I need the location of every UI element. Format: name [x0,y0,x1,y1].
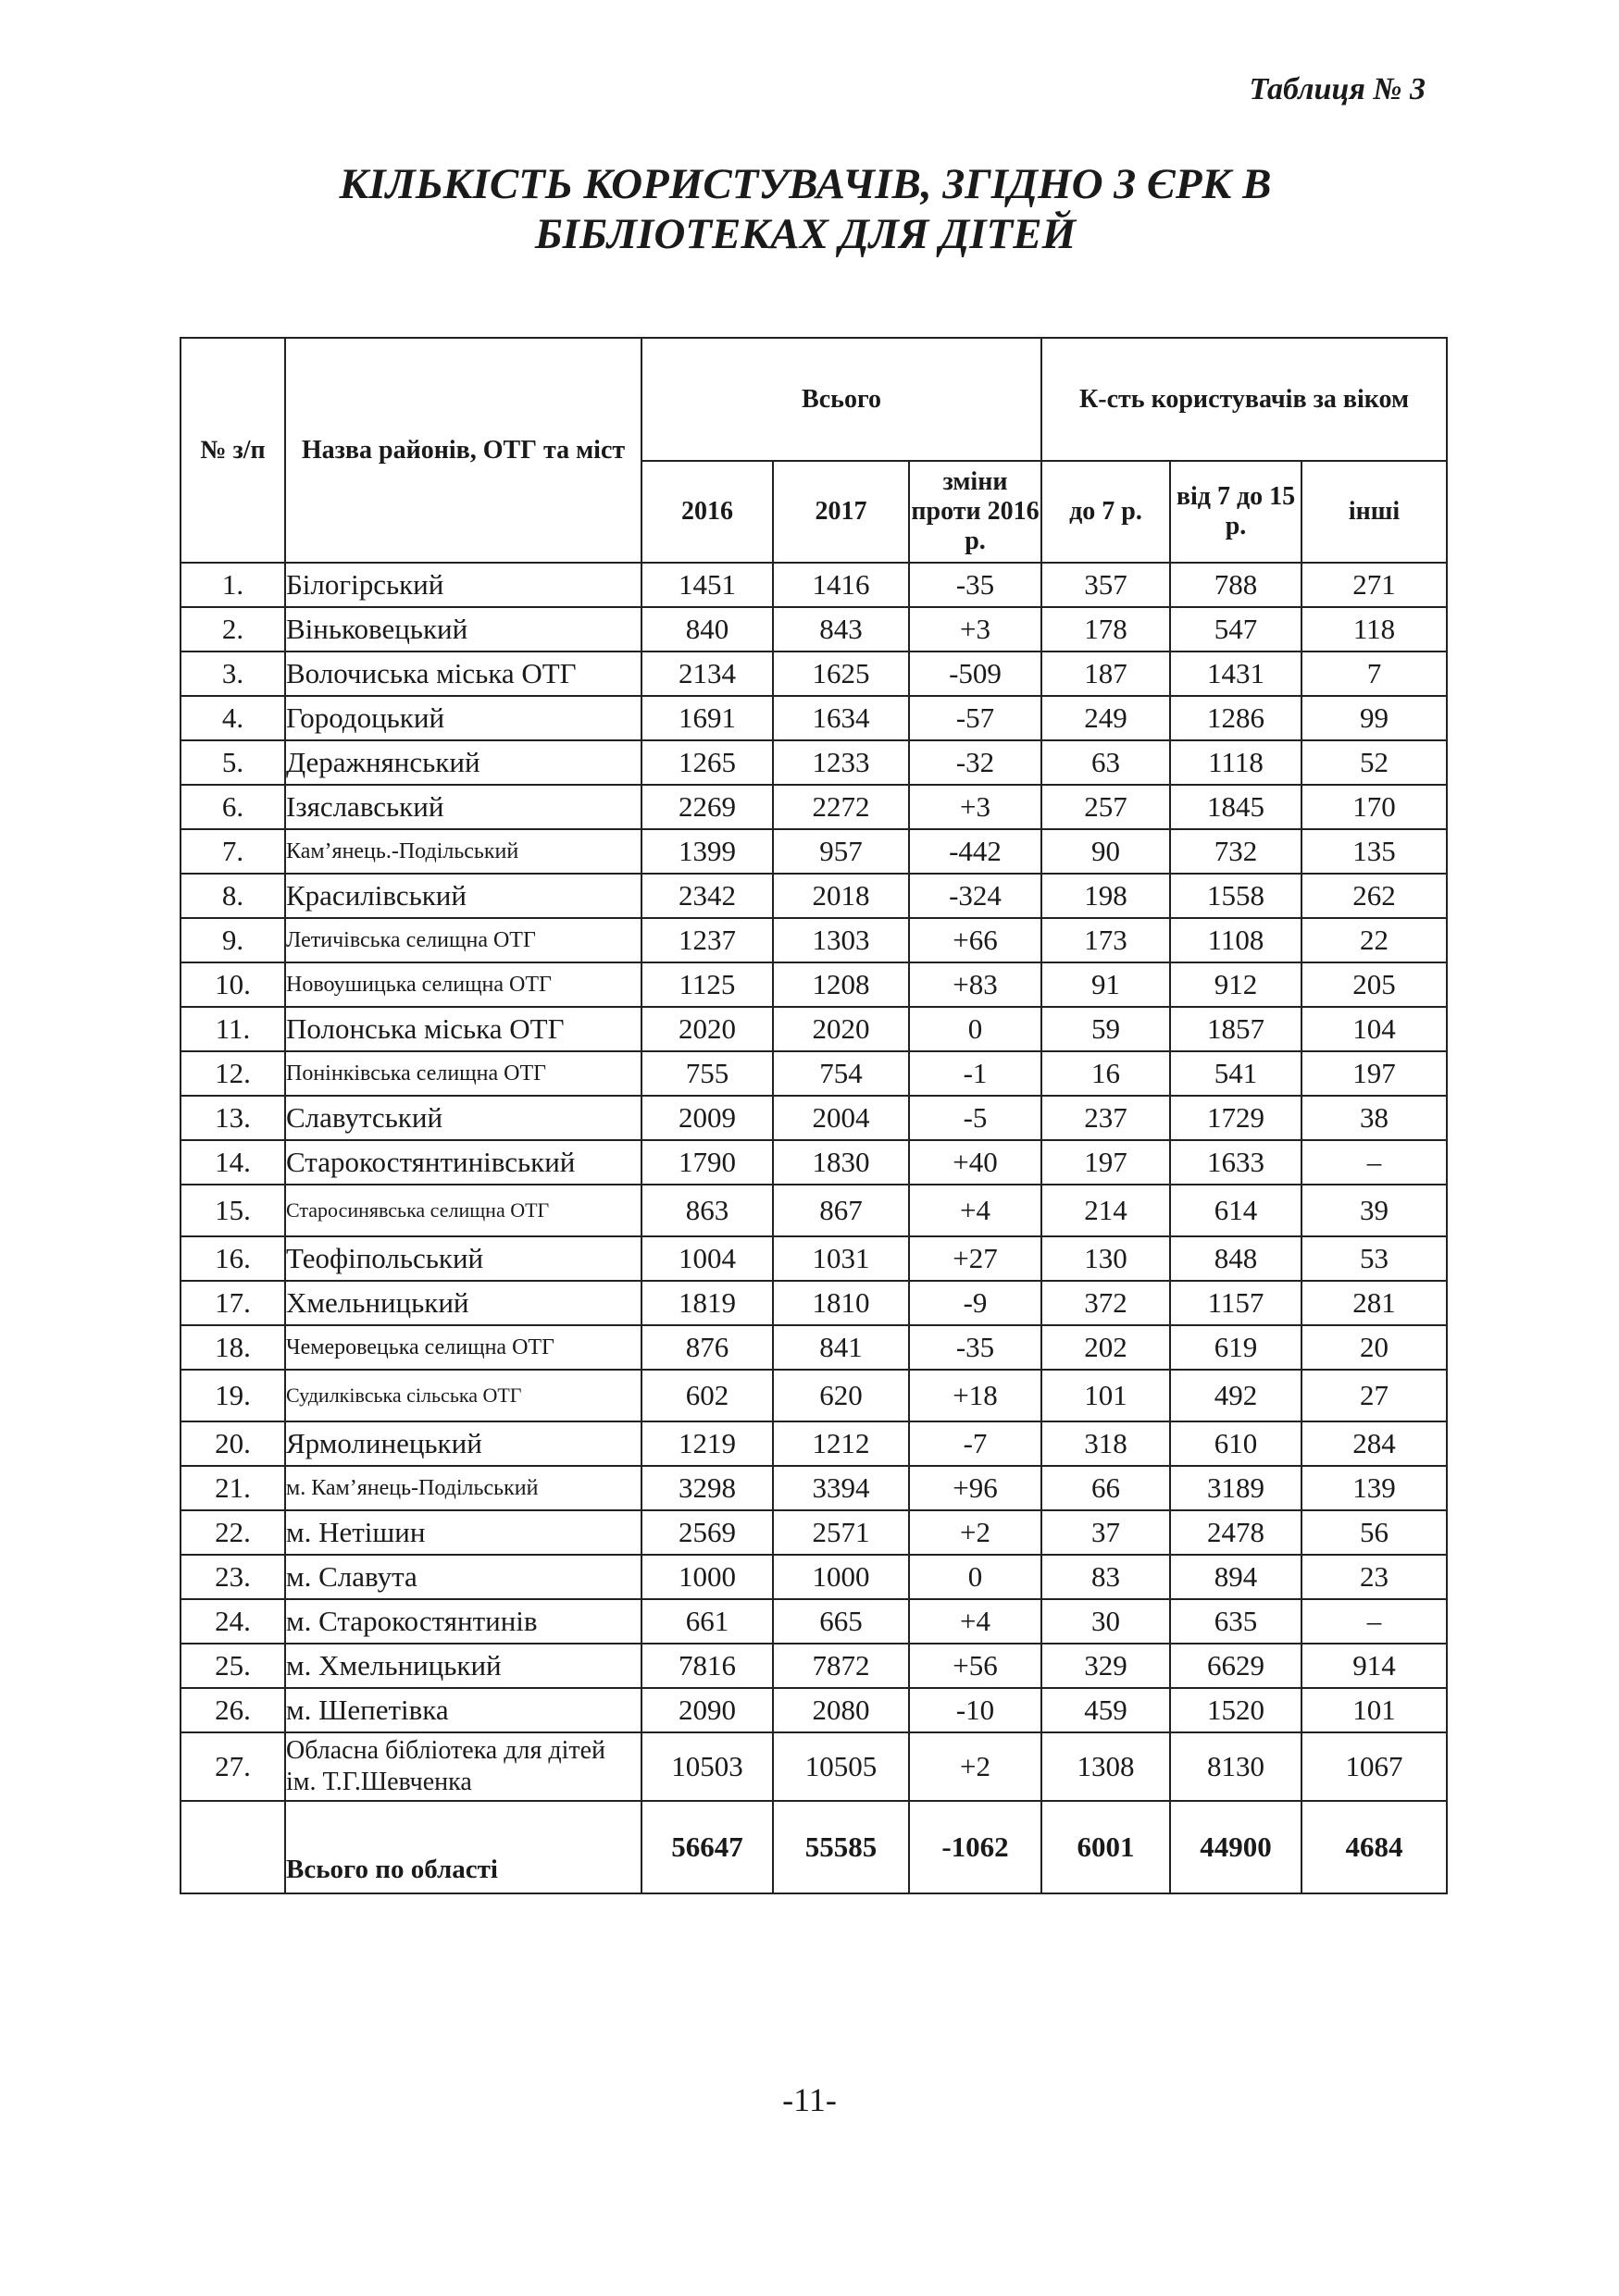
cell-change: -35 [909,563,1041,607]
cell-other: 99 [1301,696,1447,740]
table-row [181,1051,1447,1096]
cell-7-to-15: 1431 [1170,652,1301,696]
row-name: Летичівська селищна ОТГ [285,918,641,962]
cell-change: +83 [909,962,1041,1007]
row-number: 5. [181,740,285,785]
cell-2016: 1399 [641,829,773,874]
header-total: Всього [641,338,1041,461]
cell-2016: 2009 [641,1096,773,1140]
cell-2017: 843 [773,607,909,652]
cell-2016: 661 [641,1599,773,1644]
cell-7-to-15: 912 [1170,962,1301,1007]
row-number: 25. [181,1644,285,1688]
cell-other: 101 [1301,1688,1447,1732]
row-number: 9. [181,918,285,962]
cell-7-to-15: 541 [1170,1051,1301,1096]
cell-other: – [1301,1599,1447,1644]
cell-change: -9 [909,1281,1041,1325]
row-name: Волочиська міська ОТГ [285,652,641,696]
row-name: Полонська міська ОТГ [285,1007,641,1051]
total-change: -1062 [909,1801,1041,1893]
cell-2016: 863 [641,1185,773,1236]
cell-2016: 2020 [641,1007,773,1051]
cell-change: +2 [909,1510,1041,1555]
row-number: 3. [181,652,285,696]
cell-7-to-15: 3189 [1170,1466,1301,1510]
total-7-to-15: 44900 [1170,1801,1301,1893]
table-row [181,1510,1447,1555]
row-number: 23. [181,1555,285,1599]
row-number: 6. [181,785,285,829]
row-name: м. Нетішин [285,1510,641,1555]
cell-2016: 1219 [641,1421,773,1466]
row-name: Старокостянтинівський [285,1140,641,1185]
cell-2017: 2080 [773,1688,909,1732]
cell-7-to-15: 1286 [1170,696,1301,740]
row-number: 7. [181,829,285,874]
row-name: м. Старокостянтинів [285,1599,641,1644]
cell-change: -35 [909,1325,1041,1370]
cell-7-to-15: 1520 [1170,1688,1301,1732]
cell-under-7: 63 [1041,740,1170,785]
cell-other: 1067 [1301,1732,1447,1801]
cell-under-7: 83 [1041,1555,1170,1599]
table-row [181,1325,1447,1370]
row-number: 12. [181,1051,285,1096]
cell-other: 53 [1301,1236,1447,1281]
cell-7-to-15: 894 [1170,1555,1301,1599]
cell-7-to-15: 547 [1170,607,1301,652]
cell-2017: 1031 [773,1236,909,1281]
row-number: 20. [181,1421,285,1466]
cell-2016: 1004 [641,1236,773,1281]
cell-2016: 2134 [641,652,773,696]
header-other: інші [1301,461,1447,563]
cell-other: 104 [1301,1007,1447,1051]
cell-under-7: 66 [1041,1466,1170,1510]
cell-2017: 957 [773,829,909,874]
cell-change: +40 [909,1140,1041,1185]
header-change: зміни проти 2016 р. [909,461,1041,563]
cell-under-7: 178 [1041,607,1170,652]
cell-under-7: 30 [1041,1599,1170,1644]
cell-7-to-15: 614 [1170,1185,1301,1236]
row-number: 13. [181,1096,285,1140]
cell-7-to-15: 610 [1170,1421,1301,1466]
cell-2016: 2569 [641,1510,773,1555]
row-name: м. Славута [285,1555,641,1599]
cell-change: +66 [909,918,1041,962]
table-row [181,1185,1447,1236]
cell-7-to-15: 492 [1170,1370,1301,1421]
cell-under-7: 198 [1041,874,1170,918]
table-row [181,1007,1447,1051]
cell-change: -57 [909,696,1041,740]
cell-2017: 1830 [773,1140,909,1185]
cell-other: 271 [1301,563,1447,607]
total-2017: 55585 [773,1801,909,1893]
cell-7-to-15: 788 [1170,563,1301,607]
cell-under-7: 91 [1041,962,1170,1007]
header-7-to-15: від 7 до 15 р. [1170,461,1301,563]
cell-other: 281 [1301,1281,1447,1325]
cell-under-7: 16 [1041,1051,1170,1096]
row-name: Чемеровецька селищна ОТГ [285,1325,641,1370]
cell-change: +3 [909,785,1041,829]
row-name: Обласна бібліотека для дітей ім. Т.Г.Шевченка [285,1732,641,1801]
header-2017: 2017 [773,461,909,563]
cell-2016: 1265 [641,740,773,785]
row-number: 19. [181,1370,285,1421]
cell-other: 20 [1301,1325,1447,1370]
table-row [181,1599,1447,1644]
cell-change: -5 [909,1096,1041,1140]
cell-2016: 1125 [641,962,773,1007]
row-number: 15. [181,1185,285,1236]
row-name: м. Хмельницький [285,1644,641,1688]
cell-under-7: 357 [1041,563,1170,607]
row-number: 2. [181,607,285,652]
row-number: 27. [181,1732,285,1801]
cell-change: -509 [909,652,1041,696]
row-name: Старосинявська селищна ОТГ [285,1185,641,1236]
library-users-table [180,337,1448,1894]
total-number-cell [181,1801,285,1893]
cell-2016: 1451 [641,563,773,607]
cell-2017: 867 [773,1185,909,1236]
cell-7-to-15: 1633 [1170,1140,1301,1185]
cell-change: +27 [909,1236,1041,1281]
cell-change: -1 [909,1051,1041,1096]
cell-2017: 841 [773,1325,909,1370]
row-name: Кам’янець.-Подільський [285,829,641,874]
row-number: 8. [181,874,285,918]
cell-2017: 2020 [773,1007,909,1051]
cell-2017: 7872 [773,1644,909,1688]
cell-other: 914 [1301,1644,1447,1688]
row-number: 1. [181,563,285,607]
cell-other: 135 [1301,829,1447,874]
table-row [181,563,1447,607]
table-row [181,740,1447,785]
row-name: Теофіпольський [285,1236,641,1281]
cell-7-to-15: 8130 [1170,1732,1301,1801]
row-number: 16. [181,1236,285,1281]
cell-under-7: 90 [1041,829,1170,874]
table-row [181,696,1447,740]
cell-7-to-15: 2478 [1170,1510,1301,1555]
cell-2016: 3298 [641,1466,773,1510]
cell-7-to-15: 1157 [1170,1281,1301,1325]
cell-change: 0 [909,1007,1041,1051]
cell-2017: 2004 [773,1096,909,1140]
cell-under-7: 187 [1041,652,1170,696]
header-under-7: до 7 р. [1041,461,1170,563]
cell-2017: 754 [773,1051,909,1096]
cell-change: -7 [909,1421,1041,1466]
cell-2016: 840 [641,607,773,652]
cell-other: 39 [1301,1185,1447,1236]
total-under-7: 6001 [1041,1801,1170,1893]
row-number: 4. [181,696,285,740]
row-name: Новоушицька селищна ОТГ [285,962,641,1007]
table-row [181,1732,1447,1801]
cell-under-7: 249 [1041,696,1170,740]
cell-other: – [1301,1140,1447,1185]
cell-2017: 1233 [773,740,909,785]
cell-change: -32 [909,740,1041,785]
cell-change: -10 [909,1688,1041,1732]
cell-7-to-15: 732 [1170,829,1301,874]
row-name: Славутський [285,1096,641,1140]
cell-2016: 1000 [641,1555,773,1599]
cell-other: 23 [1301,1555,1447,1599]
cell-7-to-15: 1558 [1170,874,1301,918]
row-number: 11. [181,1007,285,1051]
cell-change: +56 [909,1644,1041,1688]
cell-7-to-15: 1118 [1170,740,1301,785]
cell-change: -442 [909,829,1041,874]
cell-7-to-15: 635 [1170,1599,1301,1644]
total-row [181,1801,1447,1893]
document-title [185,159,1426,259]
total-other: 4684 [1301,1801,1447,1893]
cell-under-7: 197 [1041,1140,1170,1185]
cell-under-7: 329 [1041,1644,1170,1688]
cell-2016: 755 [641,1051,773,1096]
cell-2016: 2269 [641,785,773,829]
cell-7-to-15: 1845 [1170,785,1301,829]
cell-2016: 7816 [641,1644,773,1688]
cell-other: 170 [1301,785,1447,829]
table-row [181,1421,1447,1466]
table-row [181,918,1447,962]
cell-under-7: 173 [1041,918,1170,962]
row-name: Понінківська селищна ОТГ [285,1051,641,1096]
cell-2017: 3394 [773,1466,909,1510]
cell-under-7: 37 [1041,1510,1170,1555]
row-number: 17. [181,1281,285,1325]
table-row [181,1688,1447,1732]
row-name: Городоцький [285,696,641,740]
cell-change: +4 [909,1185,1041,1236]
cell-other: 118 [1301,607,1447,652]
cell-change: +96 [909,1466,1041,1510]
table-row [181,1555,1447,1599]
cell-change: +2 [909,1732,1041,1801]
cell-under-7: 237 [1041,1096,1170,1140]
cell-2016: 602 [641,1370,773,1421]
cell-under-7: 59 [1041,1007,1170,1051]
cell-under-7: 372 [1041,1281,1170,1325]
cell-2017: 1634 [773,696,909,740]
cell-change: 0 [909,1555,1041,1599]
table-row [181,1281,1447,1325]
cell-change: +18 [909,1370,1041,1421]
cell-7-to-15: 6629 [1170,1644,1301,1688]
row-number: 14. [181,1140,285,1185]
header-2016: 2016 [641,461,773,563]
cell-2017: 1212 [773,1421,909,1466]
table-row [181,1236,1447,1281]
table-row [181,1370,1447,1421]
cell-2017: 10505 [773,1732,909,1801]
title-line-1: КІЛЬКІСТЬ КОРИСТУВАЧІВ, ЗГІДНО З ЄРК В [339,160,1272,208]
table-row [181,1096,1447,1140]
row-number: 10. [181,962,285,1007]
table-row [181,652,1447,696]
cell-under-7: 318 [1041,1421,1170,1466]
cell-other: 22 [1301,918,1447,962]
table-row [181,607,1447,652]
row-name: Ярмолинецький [285,1421,641,1466]
cell-7-to-15: 848 [1170,1236,1301,1281]
cell-under-7: 459 [1041,1688,1170,1732]
row-number: 21. [181,1466,285,1510]
cell-other: 52 [1301,740,1447,785]
cell-other: 56 [1301,1510,1447,1555]
row-name: Білогірський [285,563,641,607]
cell-2016: 876 [641,1325,773,1370]
row-number: 26. [181,1688,285,1732]
table-row [181,829,1447,874]
cell-2016: 1819 [641,1281,773,1325]
title-line-2: БІБЛІОТЕКАХ ДЛЯ ДІТЕЙ [534,210,1077,258]
cell-7-to-15: 619 [1170,1325,1301,1370]
cell-under-7: 1308 [1041,1732,1170,1801]
cell-other: 139 [1301,1466,1447,1510]
cell-2017: 1303 [773,918,909,962]
cell-under-7: 257 [1041,785,1170,829]
cell-2017: 620 [773,1370,909,1421]
cell-change: +3 [909,607,1041,652]
cell-2017: 665 [773,1599,909,1644]
row-name: Хмельницький [285,1281,641,1325]
cell-under-7: 101 [1041,1370,1170,1421]
row-name: Красилівський [285,874,641,918]
row-name: Віньковецький [285,607,641,652]
page-number: -11- [782,2081,837,2118]
cell-under-7: 214 [1041,1185,1170,1236]
header-name: Назва районів, ОТГ та міст [285,338,641,563]
row-name: м. Кам’янець-Подільський [285,1466,641,1510]
cell-other: 7 [1301,652,1447,696]
cell-2017: 2272 [773,785,909,829]
cell-other: 262 [1301,874,1447,918]
row-number: 24. [181,1599,285,1644]
cell-other: 197 [1301,1051,1447,1096]
cell-2017: 1208 [773,962,909,1007]
table-row [181,1140,1447,1185]
row-name: Судилківська сільська ОТГ [285,1370,641,1421]
table-row [181,1644,1447,1688]
table-row [181,962,1447,1007]
cell-2016: 1691 [641,696,773,740]
cell-2016: 1237 [641,918,773,962]
cell-7-to-15: 1108 [1170,918,1301,962]
cell-2017: 1625 [773,652,909,696]
row-name: м. Шепетівка [285,1688,641,1732]
cell-other: 284 [1301,1421,1447,1466]
cell-2016: 2342 [641,874,773,918]
cell-2017: 1000 [773,1555,909,1599]
cell-under-7: 202 [1041,1325,1170,1370]
total-2016: 56647 [641,1801,773,1893]
table-row [181,785,1447,829]
cell-2016: 1790 [641,1140,773,1185]
header-number: № з/п [181,338,285,563]
cell-change: +4 [909,1599,1041,1644]
cell-under-7: 130 [1041,1236,1170,1281]
cell-2016: 2090 [641,1688,773,1732]
row-name: Ізяславський [285,785,641,829]
table-row [181,874,1447,918]
row-name: Деражнянський [285,740,641,785]
cell-other: 27 [1301,1370,1447,1421]
cell-other: 205 [1301,962,1447,1007]
header-by-age: К-сть користувачів за віком [1041,338,1447,461]
cell-2017: 2018 [773,874,909,918]
table-row [181,1466,1447,1510]
row-number: 18. [181,1325,285,1370]
row-number: 22. [181,1510,285,1555]
total-label: Всього по області [285,1801,641,1893]
cell-7-to-15: 1729 [1170,1096,1301,1140]
cell-7-to-15: 1857 [1170,1007,1301,1051]
cell-2016: 10503 [641,1732,773,1801]
cell-change: -324 [909,874,1041,918]
cell-2017: 2571 [773,1510,909,1555]
cell-other: 38 [1301,1096,1447,1140]
cell-2017: 1810 [773,1281,909,1325]
cell-2017: 1416 [773,563,909,607]
table-number-label: Таблиця № 3 [1249,72,1426,106]
